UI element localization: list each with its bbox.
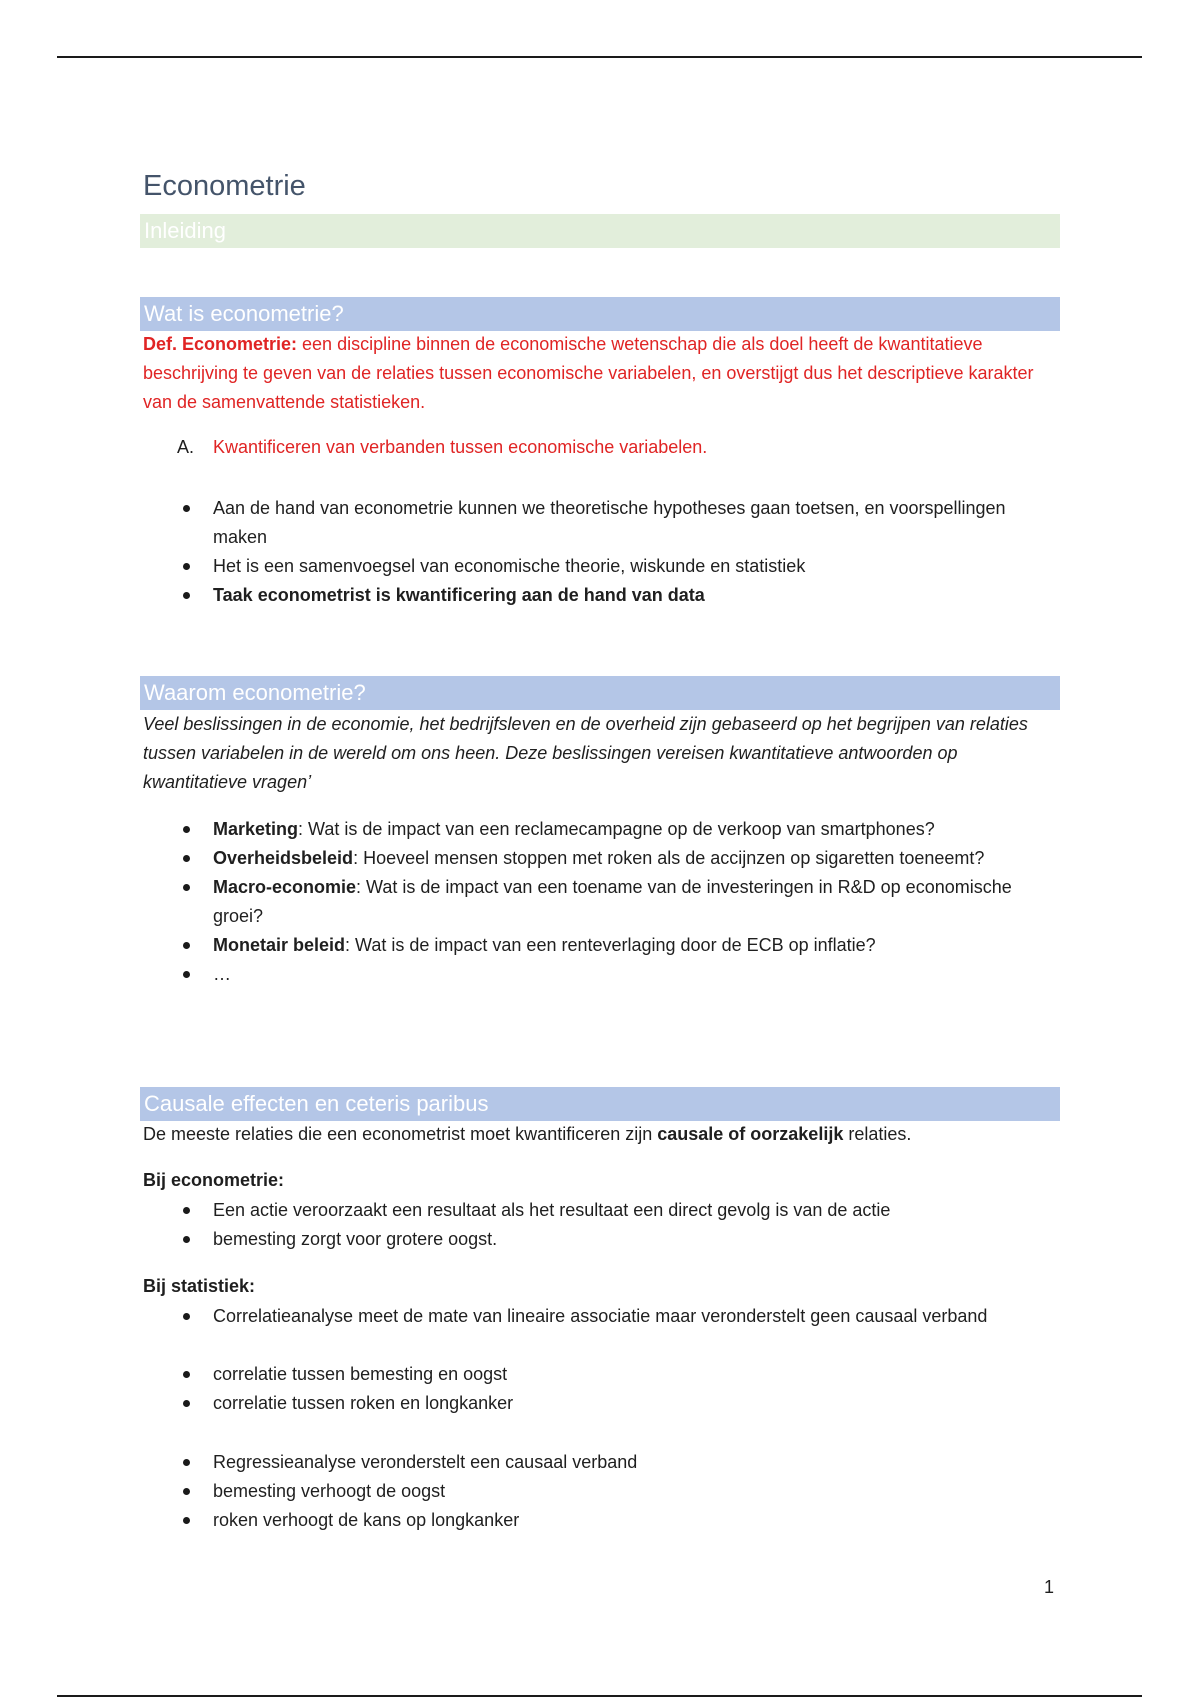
econometrie-label: Bij econometrie: [143, 1170, 285, 1190]
list-item [140, 815, 1060, 844]
heading-wat-is-econometrie: Wat is econometrie? [140, 297, 1060, 331]
sub-list-econometrie [140, 1225, 1060, 1254]
intro-text: De meeste relaties die een econometrist moet kwantificeren zijn [143, 1124, 658, 1144]
list-item [140, 844, 1060, 873]
heading-causale-effecten: Causale effecten en ceteris paribus [140, 1087, 1060, 1121]
page-number: 1 [1044, 1577, 1055, 1597]
definition-paragraph [143, 330, 1058, 417]
causale-intro-paragraph [143, 1120, 1058, 1149]
list-item [140, 931, 1060, 960]
bullet-text: : Wat is de impact van een renteverlaging door de ECB op inflatie? [345, 935, 876, 955]
intro-bold-text: causale of oorzakelijk [657, 1124, 844, 1144]
bullet-text: : Wat is de impact van een reclamecampagne op de verkoop van smartphones? [298, 819, 935, 839]
sub-list-item: correlatie tussen roken en longkanker [140, 1389, 1060, 1418]
list-item: Taak econometrist is kwantificering aan de hand van data [140, 581, 1060, 610]
bullet-list-econometrie [140, 1196, 1060, 1225]
bullet-text: : Hoeveel mensen stoppen met roken als de accijnzen op sigaretten toeneemt? [353, 848, 985, 868]
list-item: Regressieanalyse veronderstelt een causaal verband [140, 1448, 1060, 1477]
sub-list-item: roken verhoogt de kans op longkanker [140, 1506, 1060, 1535]
list-item: Correlatieanalyse meet de mate van lineaire associatie maar veronderstelt geen causaal verband [140, 1302, 1060, 1331]
bullet-list-section2 [140, 815, 1060, 989]
list-item: Een actie veroorzaakt een resultaat als het resultaat een direct gevolg is van de actie [140, 1196, 1060, 1225]
heading-inleiding: Inleiding [140, 214, 1060, 248]
list-item: Aan de hand van econometrie kunnen we theoretische hypotheses gaan toetsen, en voorspellingen maken [140, 494, 1060, 552]
sub-list-item: correlatie tussen bemesting en oogst [140, 1360, 1060, 1389]
bullet-list-section1 [140, 494, 1060, 610]
bullet-label: Overheidsbeleid [213, 848, 354, 868]
sub-list-statistiek-2 [140, 1477, 1060, 1535]
bullet-list-statistiek-1 [140, 1302, 1060, 1331]
sub-list-item: bemesting verhoogt de oogst [140, 1477, 1060, 1506]
waarom-intro-paragraph: Veel beslissingen in de economie, het bedrijfsleven en de overheid zijn gebaseerd op het begrijpen van relaties tussen variabelen in de wereld om ons heen. Deze beslissingen vereisen kwantitatieve antwoorden op kwantitatieve vragen’ [143, 714, 1028, 792]
bullet-label: Monetair beleid [213, 935, 346, 955]
bullet-label: Macro-economie [213, 877, 357, 897]
footer-rule [57, 1695, 1142, 1697]
intro-text-end: relaties. [843, 1124, 912, 1144]
sub-list-statistiek-1 [140, 1360, 1060, 1418]
heading-waarom-econometrie: Waarom econometrie? [140, 676, 1060, 710]
statistiek-label: Bij statistiek: [143, 1276, 256, 1296]
bullet-text: : Wat is de impact van een toename van de investeringen in R&D op economische groei? [213, 877, 1012, 926]
list-item [140, 960, 1060, 989]
bullet-text: … [213, 964, 231, 984]
header-rule [57, 56, 1142, 58]
list-item: Het is een samenvoegsel van economische theorie, wiskunde en statistiek [140, 552, 1060, 581]
document-title: Econometrie [143, 170, 306, 202]
lettered-marker: A. [177, 437, 195, 457]
lettered-text: Kwantificeren van verbanden tussen economische variabelen. [213, 437, 708, 457]
definition-label: Def. Econometrie: [143, 334, 298, 354]
list-item [140, 873, 1060, 931]
definition-text: een discipline binnen de economische wetenschap die als doel heeft de kwantitatieve beschrijving te geven van de relaties tussen economische variabelen, en overstijgt dus het descriptieve karakter van de samenvattende statistieken. [143, 334, 1034, 412]
lettered-item-a [177, 433, 707, 462]
bullet-label: Marketing [213, 819, 299, 839]
sub-list-item: bemesting zorgt voor grotere oogst. [140, 1225, 1060, 1254]
bullet-list-statistiek-2 [140, 1448, 1060, 1477]
